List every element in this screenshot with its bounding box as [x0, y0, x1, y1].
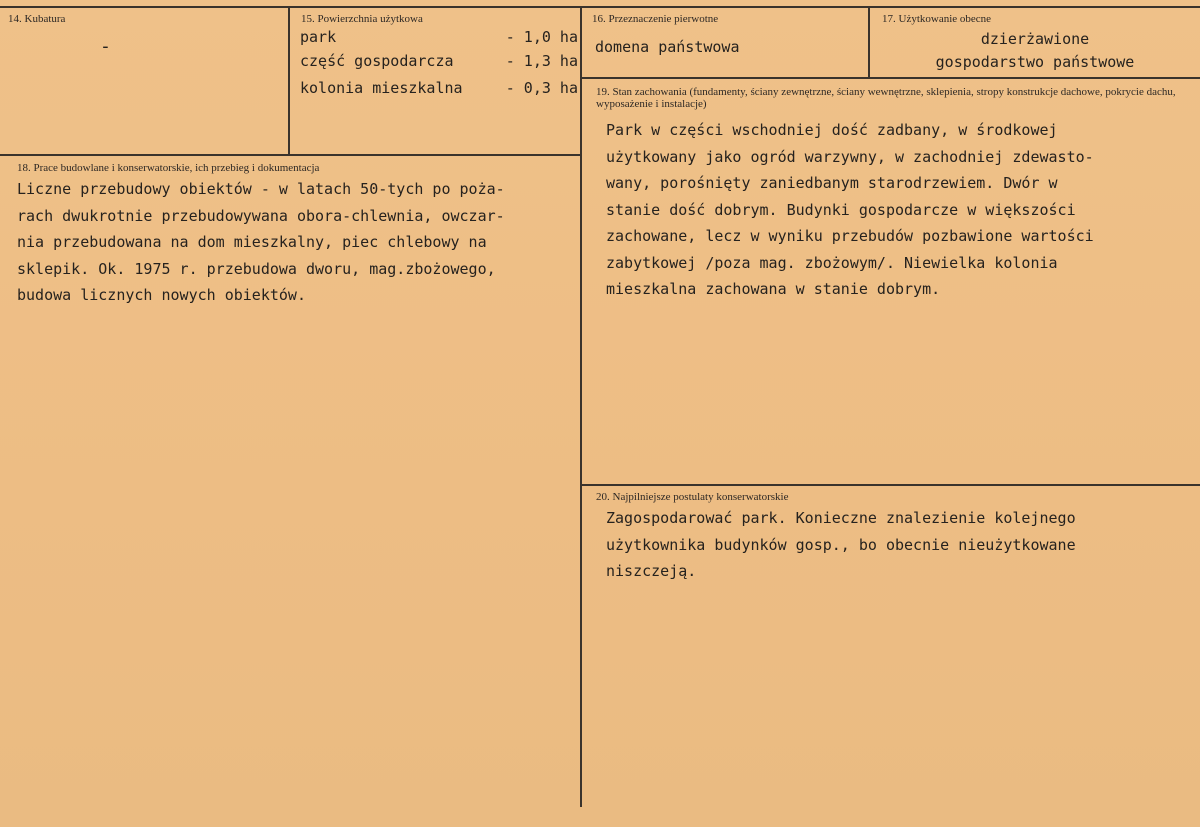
text-line: nia przebudowana na dom mieszkalny, piec chlebowy na	[17, 233, 487, 251]
area-row-name: park	[300, 28, 337, 46]
text-line: Zagospodarować park. Konieczne znalezienie kolejnego	[606, 509, 1076, 527]
text-line: budowa licznych nowych obiektów.	[17, 286, 306, 304]
section-20-text	[606, 505, 1076, 585]
text-line: użytkowany jako ogród warzywny, w zachodniej zdewasto-	[606, 147, 1094, 166]
divider-14-15	[288, 7, 290, 154]
text-line: stanie dość dobrym. Budynki gospodarcze w większości	[606, 200, 1076, 219]
divider-main-vertical	[580, 7, 582, 807]
text-line: zabytkowej /poza mag. zbożowym/. Niewielka kolonia	[606, 253, 1058, 272]
top-border	[0, 6, 1200, 8]
section-17-line-2: gospodarstwo państwowe	[935, 53, 1135, 71]
section-16-value: domena państwowa	[595, 38, 740, 56]
text-line: użytkownika budynków gosp., bo obecnie nieużytkowane	[606, 535, 1076, 554]
area-row-park	[300, 28, 578, 50]
section-20-label: 20. Najpilniejsze postulaty konserwatorskie	[596, 491, 789, 503]
text-line: rach dwukrotnie przebudowywana obora-chlewnia, owczar-	[17, 206, 505, 225]
section-19-label: 19. Stan zachowania (fundamenty, ściany zewnętrzne, ściany wewnętrzne, sklepienia, stropy konstrukcje dachowe, pokrycie dachu, wyposażenie i instalacje)	[596, 86, 1176, 110]
section-18-text	[17, 176, 505, 309]
area-row-name: kolonia mieszkalna	[300, 79, 463, 97]
divider-row1-left	[0, 154, 581, 156]
area-row-amount: - 0,3 ha	[505, 79, 578, 97]
section-17-label: 17. Użytkowanie obecne	[882, 13, 992, 25]
area-row-amount: - 1,3 ha	[505, 52, 578, 70]
text-line: niszczeją.	[606, 562, 697, 580]
divider-row1-right	[581, 77, 1200, 79]
area-row-farm	[300, 52, 578, 74]
text-line: zachowane, lecz w wyniku przebudów pozbawione wartości	[606, 227, 1094, 245]
text-line: mieszkalna zachowana w stanie dobrym.	[606, 280, 941, 298]
section-14-label: 14. Kubatura	[8, 13, 66, 25]
text-line: Liczne przebudowy obiektów - w latach 50-tych po poża-	[17, 180, 505, 198]
section-17-line-1: dzierżawione	[980, 30, 1090, 48]
area-row-amount: - 1,0 ha	[505, 28, 578, 46]
section-18-label: 18. Prace budowlane i konserwatorskie, ich przebieg i dokumentacja	[17, 162, 320, 174]
text-line: wany, porośnięty zaniedbanym starodrzewiem. Dwór w	[606, 174, 1058, 192]
section-19-text	[606, 117, 1094, 303]
section-15-label: 15. Powierzchnia użytkowa	[301, 13, 423, 25]
section-14-value: -	[100, 36, 111, 57]
area-row-colony	[300, 79, 578, 101]
text-line: sklepik. Ok. 1975 r. przebudowa dworu, mag.zbożowego,	[17, 259, 496, 278]
divider-19-20	[581, 484, 1200, 486]
section-16-label: 16. Przeznaczenie pierwotne	[592, 13, 719, 25]
text-line: Park w części wschodniej dość zadbany, w środkowej	[606, 121, 1058, 139]
area-row-name: część gospodarcza	[300, 52, 454, 70]
